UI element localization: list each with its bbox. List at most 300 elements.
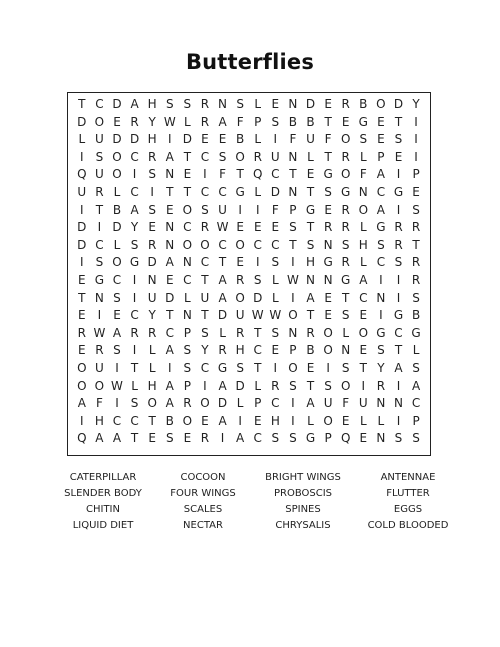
grid-letter: O xyxy=(77,378,87,393)
grid-letter: N xyxy=(393,396,403,411)
grid-letter: R xyxy=(341,255,350,270)
grid-letter: C xyxy=(95,97,104,111)
grid-letter: N xyxy=(218,97,228,111)
grid-letter: C xyxy=(130,184,139,199)
grid-letter: E xyxy=(377,132,385,147)
grid-row xyxy=(73,342,425,360)
grid-letter: L xyxy=(254,184,262,199)
grid-letter: Y xyxy=(148,114,156,129)
grid-letter: I xyxy=(291,413,295,428)
grid-letter: F xyxy=(342,396,350,411)
grid-letter: A xyxy=(376,167,385,182)
grid-letter: O xyxy=(77,360,87,375)
grid-letter: C xyxy=(271,396,280,411)
grid-letter: D xyxy=(77,237,87,252)
grid-letter: P xyxy=(377,149,385,164)
grid-letter: I xyxy=(80,255,84,270)
grid-letter: S xyxy=(183,343,192,358)
grid-letter: A xyxy=(218,413,227,428)
grid-letter: I xyxy=(396,202,401,217)
grid-letter: O xyxy=(235,290,245,305)
grid-letter: D xyxy=(235,378,245,393)
grid-letter: C xyxy=(165,325,174,340)
grid-letter: E xyxy=(394,149,403,164)
word-list-item: SLENDER BODY xyxy=(64,488,142,499)
grid-letter: D xyxy=(77,114,87,129)
grid-row xyxy=(73,131,425,149)
grid-letter: E xyxy=(271,343,280,358)
grid-letter: O xyxy=(200,396,210,411)
grid-letter: L xyxy=(184,114,191,129)
grid-letter: S xyxy=(271,325,280,340)
grid-letter: T xyxy=(359,360,367,375)
grid-letter: D xyxy=(112,132,122,147)
grid-letter: G xyxy=(358,114,368,129)
grid-letter: H xyxy=(147,132,157,147)
grid-letter: I xyxy=(203,378,207,393)
grid-letter: E xyxy=(324,290,332,305)
grid-letter: E xyxy=(78,343,86,358)
grid-letter: I xyxy=(255,255,260,270)
grid-letter: S xyxy=(201,325,209,340)
grid-letter: N xyxy=(165,237,175,252)
grid-letter: C xyxy=(183,220,192,235)
grid-letter: G xyxy=(323,255,333,270)
grid-letter: O xyxy=(182,413,193,428)
grid-letter: A xyxy=(359,272,368,287)
grid-letter: I xyxy=(414,132,418,147)
grid-letter: E xyxy=(201,413,209,428)
grid-letter: L xyxy=(307,413,314,428)
grid-letter: T xyxy=(306,220,315,235)
grid-letter: E xyxy=(78,308,86,323)
grid-letter: C xyxy=(112,272,122,287)
grid-letter: O xyxy=(112,255,122,270)
grid-letter: E xyxy=(271,220,280,235)
grid-row xyxy=(73,272,425,290)
grid-row xyxy=(73,290,425,308)
grid-letter: S xyxy=(289,378,297,393)
grid-letter: C xyxy=(218,184,227,199)
grid-letter: I xyxy=(220,431,225,446)
grid-row xyxy=(73,325,425,343)
grid-letter: S xyxy=(412,290,420,305)
grid-letter: G xyxy=(341,272,351,287)
grid-letter: A xyxy=(165,378,174,393)
grid-letter: Y xyxy=(412,97,420,111)
grid-letter: W xyxy=(269,308,282,323)
grid-letter: I xyxy=(238,202,242,217)
grid-letter: W xyxy=(216,220,229,235)
grid-letter: C xyxy=(200,184,210,199)
grid-letter: N xyxy=(288,149,298,164)
grid-letter: O xyxy=(182,237,193,252)
grid-letter: I xyxy=(414,149,418,164)
grid-letter: I xyxy=(291,290,295,305)
grid-letter: I xyxy=(361,378,366,393)
grid-letter: O xyxy=(147,396,157,411)
grid-letter: R xyxy=(218,343,227,358)
grid-letter: T xyxy=(218,255,227,270)
grid-letter: A xyxy=(218,378,227,393)
grid-letter: E xyxy=(341,114,350,129)
grid-letter: B xyxy=(288,114,298,129)
grid-letter: P xyxy=(289,343,297,358)
grid-letter: N xyxy=(147,272,157,287)
grid-letter: T xyxy=(306,378,315,393)
grid-letter: L xyxy=(412,343,420,358)
grid-letter: D xyxy=(165,290,175,305)
grid-letter: D xyxy=(253,290,263,305)
grid-letter: O xyxy=(112,167,122,182)
grid-letter: I xyxy=(326,360,330,375)
grid-letter: O xyxy=(94,114,105,129)
grid-letter: G xyxy=(411,325,421,340)
grid-letter: S xyxy=(271,431,280,446)
grid-letter: N xyxy=(358,184,368,199)
grid-letter: Y xyxy=(130,220,139,235)
grid-letter: R xyxy=(411,220,421,235)
grid-letter: U xyxy=(94,167,104,182)
grid-letter: Y xyxy=(377,360,385,375)
grid-letter: U xyxy=(270,149,280,164)
grid-letter: S xyxy=(359,132,368,147)
grid-letter: N xyxy=(165,167,175,182)
grid-letter: E xyxy=(412,184,420,199)
grid-letter: L xyxy=(271,272,279,287)
grid-letter: C xyxy=(253,237,262,252)
grid-letter: S xyxy=(253,272,262,287)
grid-letter: O xyxy=(340,132,351,147)
grid-letter: C xyxy=(130,308,139,323)
grid-letter: I xyxy=(115,396,119,411)
grid-row xyxy=(73,307,425,325)
grid-letter: I xyxy=(414,114,418,129)
grid-row xyxy=(73,430,425,448)
grid-letter: I xyxy=(379,272,383,287)
grid-letter: L xyxy=(113,184,121,199)
grid-letter: I xyxy=(273,132,278,147)
grid-letter: U xyxy=(323,396,333,411)
grid-letter: U xyxy=(235,308,245,323)
grid-letter: D xyxy=(77,220,87,235)
grid-letter: O xyxy=(112,149,122,164)
grid-letter: B xyxy=(112,202,122,217)
grid-letter: D xyxy=(217,396,228,411)
grid-letter: E xyxy=(253,220,262,235)
grid-letter: T xyxy=(183,149,192,164)
grid-letter: R xyxy=(341,149,350,164)
grid-letter: R xyxy=(148,149,157,164)
grid-letter: T xyxy=(412,237,420,252)
grid-letter: T xyxy=(166,308,174,323)
grid-letter: P xyxy=(254,396,262,411)
grid-letter: T xyxy=(306,308,315,323)
grid-letter: O xyxy=(340,167,351,182)
grid-row xyxy=(73,237,425,255)
grid-letter: E xyxy=(359,431,368,446)
grid-letter: A xyxy=(218,114,227,129)
grid-letter: L xyxy=(148,343,156,358)
grid-letter: N xyxy=(288,184,298,199)
grid-letter: R xyxy=(411,272,421,287)
grid-letter: D xyxy=(270,184,280,199)
grid-letter: S xyxy=(306,237,315,252)
grid-letter: T xyxy=(394,343,403,358)
grid-row xyxy=(73,184,425,202)
grid-letter: A xyxy=(165,396,174,411)
grid-letter: T xyxy=(324,114,332,129)
grid-letter: D xyxy=(217,308,228,323)
grid-letter: A xyxy=(165,255,174,270)
grid-letter: R xyxy=(183,396,192,411)
grid-letter: C xyxy=(200,360,210,375)
grid-letter: G xyxy=(376,220,386,235)
grid-letter: B xyxy=(165,413,174,428)
grid-letter: T xyxy=(254,360,262,375)
page-title: Butterflies xyxy=(185,50,315,74)
grid-letter: E xyxy=(377,114,385,129)
grid-letter: H xyxy=(94,413,104,428)
grid-letter: E xyxy=(271,97,280,111)
grid-letter: C xyxy=(411,396,421,411)
grid-letter: L xyxy=(184,290,191,305)
grid-letter: I xyxy=(80,149,84,164)
grid-letter: F xyxy=(219,167,226,182)
grid-letter: R xyxy=(130,325,139,340)
grid-letter: B xyxy=(411,308,421,323)
grid-letter: A xyxy=(306,290,315,305)
grid-letter: G xyxy=(129,255,140,270)
grid-letter: R xyxy=(341,97,350,111)
grid-letter: S xyxy=(394,431,403,446)
grid-letter: P xyxy=(412,167,420,182)
word-list-item: SCALES xyxy=(183,504,223,515)
grid-letter: A xyxy=(218,272,227,287)
grid-letter: R xyxy=(148,325,157,340)
grid-letter: C xyxy=(376,184,386,199)
grid-letter: T xyxy=(306,184,315,199)
grid-letter: L xyxy=(148,360,156,375)
grid-letter: R xyxy=(200,431,210,446)
grid-letter: E xyxy=(306,360,315,375)
grid-letter: I xyxy=(291,396,295,411)
grid-letter: E xyxy=(113,114,121,129)
word-list-item: BRIGHT WINGS xyxy=(265,472,341,483)
grid-letter: S xyxy=(95,255,104,270)
grid-letter: D xyxy=(182,132,192,147)
grid-letter: L xyxy=(131,378,138,393)
grid-letter: T xyxy=(166,184,174,199)
grid-letter: B xyxy=(306,114,315,129)
grid-letter: S xyxy=(236,97,244,111)
grid-row xyxy=(73,96,425,114)
grid-letter: I xyxy=(132,343,137,358)
grid-letter: S xyxy=(130,237,139,252)
grid-letter: N xyxy=(323,272,333,287)
grid-letter: D xyxy=(393,97,404,111)
grid-row xyxy=(73,413,425,431)
grid-letter: R xyxy=(271,378,280,393)
grid-letter: U xyxy=(94,132,104,147)
grid-letter: I xyxy=(396,378,401,393)
grid-letter: C xyxy=(130,413,139,428)
grid-letter: S xyxy=(324,378,332,393)
grid-letter: O xyxy=(182,202,193,217)
grid-letter: S xyxy=(341,360,350,375)
grid-letter: U xyxy=(147,290,157,305)
grid-letter: G xyxy=(393,184,404,199)
grid-letter: C xyxy=(394,325,403,340)
grid-letter: W xyxy=(111,378,123,393)
grid-letter: N xyxy=(306,272,315,287)
word-list-item: NECTAR xyxy=(183,520,223,531)
grid-letter: A xyxy=(165,343,174,358)
grid-letter: F xyxy=(271,202,279,217)
grid-letter: Q xyxy=(77,431,87,446)
grid-letter: S xyxy=(341,237,350,252)
grid-letter: T xyxy=(78,290,86,305)
grid-letter: H xyxy=(147,97,157,111)
grid-letter: S xyxy=(95,149,104,164)
grid-letter: R xyxy=(235,325,245,340)
grid-letter: P xyxy=(412,413,420,428)
grid-letter: U xyxy=(94,360,104,375)
grid-letter: E xyxy=(183,431,192,446)
grid-letter: E xyxy=(324,97,332,111)
grid-letter: S xyxy=(113,343,121,358)
grid-letter: R xyxy=(200,220,210,235)
grid-letter: H xyxy=(235,343,245,358)
grid-letter: N xyxy=(182,255,192,270)
grid-letter: R xyxy=(95,184,104,199)
grid-letter: G xyxy=(217,360,228,375)
grid-letter: R xyxy=(77,325,86,340)
grid-letter: L xyxy=(377,413,385,428)
word-list xyxy=(48,470,458,534)
grid-letter: E xyxy=(218,132,227,147)
grid-letter: F xyxy=(95,396,103,411)
grid-letter: R xyxy=(341,220,350,235)
grid-letter: T xyxy=(201,272,209,287)
grid-letter: N xyxy=(376,290,386,305)
grid-letter: A xyxy=(165,149,174,164)
word-list-item: SPINES xyxy=(285,504,321,515)
word-search-grid xyxy=(67,92,431,456)
grid-letter: T xyxy=(201,308,209,323)
grid-letter: L xyxy=(254,378,262,393)
word-list-item: EGGS xyxy=(393,504,423,515)
grid-letter: R xyxy=(200,114,210,129)
grid-letter: U xyxy=(218,202,227,217)
grid-letter: N xyxy=(376,396,386,411)
grid-letter: E xyxy=(165,202,174,217)
grid-letter: I xyxy=(80,202,84,217)
grid-letter: R xyxy=(394,220,403,235)
grid-letter: R xyxy=(341,202,350,217)
grid-letter: E xyxy=(306,167,315,182)
grid-letter: W xyxy=(163,114,176,129)
word-list-item: LIQUID DIET xyxy=(72,520,134,531)
grid-letter: L xyxy=(254,97,262,111)
grid-letter: I xyxy=(80,413,84,428)
grid-letter: I xyxy=(132,167,137,182)
grid-letter: U xyxy=(358,396,368,411)
grid-letter: N xyxy=(288,97,298,111)
grid-letter: L xyxy=(359,220,367,235)
grid-letter: S xyxy=(377,343,385,358)
grid-letter: F xyxy=(236,114,244,129)
grid-letter: E xyxy=(78,272,86,287)
grid-letter: G xyxy=(305,431,316,446)
grid-letter: I xyxy=(167,360,172,375)
grid-letter: R xyxy=(376,378,386,393)
grid-letter: C xyxy=(218,237,227,252)
grid-letter: O xyxy=(235,149,245,164)
grid-letter: L xyxy=(342,325,350,340)
grid-letter: S xyxy=(271,114,280,129)
grid-letter: E xyxy=(324,308,332,323)
grid-letter: R xyxy=(411,255,421,270)
grid-letter: S xyxy=(394,255,403,270)
grid-letter: U xyxy=(306,132,315,147)
grid-letter: C xyxy=(200,149,210,164)
word-list-item: ANTENNAE xyxy=(380,472,436,483)
grid-letter: L xyxy=(359,149,367,164)
grid-letter: F xyxy=(359,167,367,182)
grid-letter: E xyxy=(359,308,368,323)
grid-letter: R xyxy=(200,97,210,111)
grid-letter: I xyxy=(132,290,137,305)
grid-letter: E xyxy=(113,308,121,323)
grid-letter: C xyxy=(376,255,386,270)
grid-letter: D xyxy=(147,255,157,270)
grid-letter: H xyxy=(147,378,157,393)
grid-letter: H xyxy=(358,237,368,252)
grid-letter: I xyxy=(238,413,242,428)
grid-letter: O xyxy=(323,413,333,428)
grid-letter: S xyxy=(165,97,174,111)
grid-letter: Y xyxy=(148,308,156,323)
grid-letter: I xyxy=(203,167,207,182)
grid-letter: A xyxy=(236,431,245,446)
grid-letter: C xyxy=(253,431,262,446)
grid-letter: I xyxy=(167,132,172,147)
grid-letter: E xyxy=(253,413,262,428)
grid-letter: I xyxy=(255,202,260,217)
grid-letter: N xyxy=(341,343,351,358)
grid-letter: D xyxy=(305,97,316,111)
grid-letter: B xyxy=(359,97,368,111)
grid-letter: A xyxy=(112,325,122,340)
grid-letter: S xyxy=(394,132,403,147)
word-list-item: FLUTTER xyxy=(386,488,430,499)
grid-letter: Q xyxy=(253,167,263,182)
grid-letter: E xyxy=(183,167,192,182)
grid-letter: T xyxy=(130,431,139,446)
grid-letter: I xyxy=(115,360,119,375)
grid-letter: O xyxy=(200,237,210,252)
grid-letter: B xyxy=(306,343,315,358)
grid-letter: E xyxy=(201,132,209,147)
grid-letter: I xyxy=(396,413,401,428)
letter-grid xyxy=(73,96,425,448)
grid-letter: A xyxy=(306,396,315,411)
grid-letter: N xyxy=(182,308,192,323)
grid-row xyxy=(73,149,425,167)
grid-letter: S xyxy=(130,396,139,411)
grid-letter: F xyxy=(289,132,297,147)
